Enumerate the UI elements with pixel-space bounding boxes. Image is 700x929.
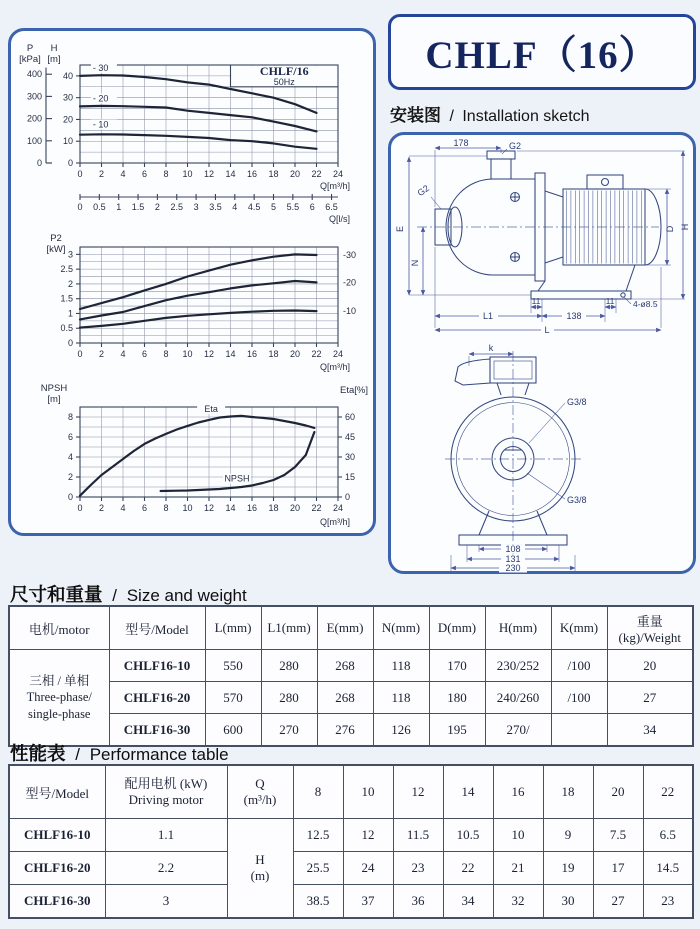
- svg-text:- 30: - 30: [92, 62, 108, 73]
- table-cell: 230/252: [485, 650, 551, 682]
- svg-text:1: 1: [67, 308, 73, 319]
- svg-text:- 10: - 10: [92, 119, 108, 130]
- svg-text:6.5: 6.5: [324, 202, 338, 212]
- table-cell: 118: [373, 650, 429, 682]
- head-value-cell: 19: [543, 852, 593, 885]
- dim-11-left-label: 11: [531, 296, 541, 306]
- head-value-cell: 7.5: [593, 819, 643, 852]
- model-cell: CHLF16-20: [109, 682, 205, 714]
- svg-text:20: 20: [62, 114, 73, 125]
- head-value-cell: 12.5: [293, 819, 343, 852]
- performance-table: [8, 764, 694, 919]
- svg-text:4: 4: [231, 202, 237, 212]
- svg-text:0: 0: [67, 492, 73, 502]
- installation-heading-zh: 安装图: [390, 106, 441, 125]
- installation-sketch-panel: [388, 132, 696, 574]
- head-unit-cell: H (m): [227, 819, 293, 919]
- svg-text:4: 4: [119, 349, 126, 359]
- size-weight-heading-en: Size and weight: [126, 586, 247, 605]
- table-cell: /100: [551, 650, 607, 682]
- svg-text:12: 12: [203, 349, 214, 359]
- hq-performance-chart: [16, 39, 372, 227]
- svg-text:60: 60: [344, 412, 355, 422]
- table-cell: 118: [373, 682, 429, 714]
- table-cell: 126: [373, 714, 429, 747]
- svg-text:0: 0: [67, 158, 73, 168]
- svg-text:Q[m³/h]: Q[m³/h]: [319, 517, 350, 527]
- svg-text:1: 1: [115, 202, 121, 212]
- heading-separator: /: [112, 586, 117, 605]
- dim-h-label: H: [680, 223, 690, 231]
- svg-text:Q[l/s]: Q[l/s]: [328, 214, 350, 224]
- svg-text:-10: -10: [342, 306, 356, 317]
- svg-text:NPSH: NPSH: [40, 383, 67, 394]
- head-value-cell: 21: [493, 852, 543, 885]
- perf-table-header-q: Q (m³/h): [227, 765, 293, 819]
- svg-text:22: 22: [310, 169, 322, 179]
- svg-text:20: 20: [289, 169, 300, 179]
- size-table-header: E(mm): [317, 606, 373, 650]
- g2-top-label: G2: [509, 141, 522, 151]
- table-cell: 550: [205, 650, 261, 682]
- motor-kw-cell: 1.1: [105, 819, 227, 852]
- svg-text:14: 14: [224, 349, 236, 359]
- perf-table-header-flow: 14: [443, 765, 493, 819]
- svg-text:[kW]: [kW]: [46, 244, 65, 255]
- svg-text:Eta: Eta: [203, 404, 218, 414]
- head-value-cell: 37: [343, 885, 393, 919]
- svg-text:0: 0: [76, 202, 83, 212]
- size-table-header: L(mm): [205, 606, 261, 650]
- table-cell: 570: [205, 682, 261, 714]
- installation-sketch-drawing: [395, 137, 691, 573]
- svg-text:2: 2: [98, 169, 104, 179]
- model-cell: CHLF16-10: [9, 819, 105, 852]
- head-value-cell: 14.5: [643, 852, 693, 885]
- model-title-box: [388, 14, 696, 90]
- svg-text:24: 24: [332, 169, 343, 179]
- svg-text:6: 6: [309, 202, 315, 212]
- svg-text:15: 15: [344, 472, 355, 482]
- table-cell: 180: [429, 682, 485, 714]
- svg-text:2: 2: [67, 278, 73, 289]
- table-cell: 280: [261, 650, 317, 682]
- table-cell: 268: [317, 682, 373, 714]
- size-table-header: 型号/Model: [109, 606, 205, 650]
- svg-text:50Hz: 50Hz: [273, 77, 295, 88]
- dim-l1-label: L1: [482, 311, 494, 321]
- svg-text:H: H: [50, 43, 57, 54]
- dim-131-label: 131: [505, 554, 521, 564]
- perf-table-header-flow: 12: [393, 765, 443, 819]
- table-cell: /100: [551, 682, 607, 714]
- performance-heading: [10, 740, 229, 766]
- svg-text:P: P: [26, 43, 33, 54]
- svg-text:10: 10: [181, 169, 193, 179]
- svg-text:16: 16: [246, 169, 257, 179]
- table-row: [9, 885, 693, 919]
- svg-text:20: 20: [289, 349, 300, 359]
- table-cell: 27: [607, 682, 693, 714]
- size-table-header: D(mm): [429, 606, 485, 650]
- head-value-cell: 30: [543, 885, 593, 919]
- svg-text:P2: P2: [49, 233, 62, 244]
- dim-11-right-label: 11: [605, 296, 615, 306]
- svg-text:0: 0: [76, 169, 83, 179]
- table-cell: 34: [607, 714, 693, 747]
- svg-text:24: 24: [332, 503, 343, 513]
- motor-kw-cell: 3: [105, 885, 227, 919]
- svg-text:100: 100: [26, 135, 42, 146]
- perf-table-header-flow: 8: [293, 765, 343, 819]
- svg-text:[m]: [m]: [46, 54, 61, 65]
- dim-holes-label: 4-ø8.5: [633, 299, 658, 309]
- svg-text:16: 16: [246, 503, 257, 513]
- svg-text:20: 20: [289, 503, 300, 513]
- head-value-cell: 12: [343, 819, 393, 852]
- svg-text:200: 200: [26, 113, 42, 124]
- svg-text:2: 2: [67, 472, 73, 482]
- svg-text:14: 14: [224, 503, 236, 513]
- svg-text:0: 0: [36, 158, 42, 168]
- svg-text:8: 8: [162, 169, 169, 179]
- table-cell: 268: [317, 650, 373, 682]
- table-cell: 270: [261, 714, 317, 747]
- table-cell: 600: [205, 714, 261, 747]
- svg-text:0: 0: [344, 492, 350, 502]
- svg-text:18: 18: [267, 169, 279, 179]
- g2-left-label: G2: [415, 183, 432, 199]
- performance-heading-zh: 性能表: [10, 743, 66, 764]
- svg-text:8: 8: [162, 503, 169, 513]
- svg-text:0.5: 0.5: [59, 323, 73, 334]
- svg-text:16: 16: [246, 349, 257, 359]
- perf-table-header-flow: 16: [493, 765, 543, 819]
- svg-text:2: 2: [154, 202, 160, 212]
- svg-text:2: 2: [98, 503, 104, 513]
- svg-text:0: 0: [67, 338, 73, 348]
- svg-text:30: 30: [62, 92, 73, 103]
- perf-table-header-flow: 18: [543, 765, 593, 819]
- head-value-cell: 34: [443, 885, 493, 919]
- svg-text:24: 24: [332, 349, 343, 359]
- svg-text:18: 18: [267, 349, 279, 359]
- svg-text:6: 6: [67, 432, 73, 442]
- svg-text:0.5: 0.5: [92, 202, 106, 212]
- table-row: [9, 852, 693, 885]
- svg-text:1.5: 1.5: [59, 293, 73, 304]
- perf-table-header-flow: 22: [643, 765, 693, 819]
- table-row: [9, 819, 693, 852]
- dim-k-label: k: [488, 343, 494, 353]
- svg-text:18: 18: [267, 503, 279, 513]
- svg-text:4: 4: [67, 452, 73, 462]
- svg-text:6: 6: [141, 169, 147, 179]
- svg-text:CHLF/16: CHLF/16: [259, 64, 309, 79]
- npsh-eta-chart: [16, 381, 372, 533]
- svg-text:6: 6: [141, 349, 147, 359]
- dim-e-label: E: [395, 225, 405, 233]
- head-value-cell: 10: [493, 819, 543, 852]
- svg-text:0: 0: [76, 503, 83, 513]
- page-title: CHLF（16）: [425, 34, 659, 77]
- svg-text:4.5: 4.5: [247, 202, 260, 212]
- head-value-cell: 36: [393, 885, 443, 919]
- head-value-cell: 23: [643, 885, 693, 919]
- svg-text:NPSH: NPSH: [223, 473, 249, 484]
- table-cell: 270/: [485, 714, 551, 747]
- svg-text:3: 3: [193, 202, 199, 212]
- head-value-cell: 22: [443, 852, 493, 885]
- svg-text:40: 40: [62, 70, 73, 81]
- svg-text:[kPa]: [kPa]: [18, 54, 41, 65]
- svg-text:- 20: - 20: [92, 93, 108, 104]
- head-value-cell: 32: [493, 885, 543, 919]
- svg-text:3: 3: [67, 249, 73, 260]
- size-table-header: 重量(kg)/Weight: [607, 606, 693, 650]
- svg-text:Q[m³/h]: Q[m³/h]: [319, 362, 350, 372]
- svg-text:4: 4: [119, 169, 126, 179]
- head-value-cell: 10.5: [443, 819, 493, 852]
- size-table-header: N(mm): [373, 606, 429, 650]
- svg-text:300: 300: [26, 91, 42, 102]
- svg-text:14: 14: [224, 169, 236, 179]
- size-weight-heading-zh: 尺寸和重量: [10, 584, 103, 605]
- svg-text:2.5: 2.5: [169, 202, 183, 212]
- size-weight-table: [8, 605, 694, 747]
- table-cell: [551, 714, 607, 747]
- size-table-header: L1(mm): [261, 606, 317, 650]
- svg-text:22: 22: [310, 503, 322, 513]
- svg-text:10: 10: [181, 503, 193, 513]
- dim-n-label: N: [410, 259, 420, 267]
- svg-text:4: 4: [119, 503, 126, 513]
- svg-text:30: 30: [344, 452, 355, 462]
- svg-text:45: 45: [344, 432, 355, 442]
- table-cell: 280: [261, 682, 317, 714]
- size-table-header: K(mm): [551, 606, 607, 650]
- table-cell: 195: [429, 714, 485, 747]
- size-table-header: 电机/motor: [9, 606, 109, 650]
- svg-text:[m]: [m]: [46, 394, 61, 405]
- head-value-cell: 25.5: [293, 852, 343, 885]
- dim-l-label: L: [544, 325, 550, 335]
- head-value-cell: 24: [343, 852, 393, 885]
- performance-heading-en: Performance table: [89, 745, 229, 764]
- motor-kw-cell: 2.2: [105, 852, 227, 885]
- dim-108-label: 108: [505, 544, 521, 554]
- pump-front-view: [445, 343, 587, 573]
- dim-230-label: 230: [505, 563, 521, 573]
- table-cell: 240/260: [485, 682, 551, 714]
- head-value-cell: 38.5: [293, 885, 343, 919]
- svg-text:5: 5: [270, 202, 276, 212]
- model-cell: CHLF16-20: [9, 852, 105, 885]
- svg-text:2.5: 2.5: [59, 264, 73, 275]
- svg-text:Eta[%]: Eta[%]: [339, 385, 368, 396]
- head-value-cell: 27: [593, 885, 643, 919]
- size-table-header: H(mm): [485, 606, 551, 650]
- head-value-cell: 9: [543, 819, 593, 852]
- table-cell: 276: [317, 714, 373, 747]
- dim-138-label: 138: [566, 311, 582, 321]
- table-row: [9, 650, 693, 682]
- svg-text:400: 400: [26, 69, 42, 80]
- svg-text:0: 0: [76, 349, 83, 359]
- head-value-cell: 17: [593, 852, 643, 885]
- svg-text:5.5: 5.5: [286, 202, 299, 212]
- head-value-cell: 11.5: [393, 819, 443, 852]
- svg-text:22: 22: [310, 349, 322, 359]
- svg-text:Q[m³/h]: Q[m³/h]: [319, 181, 350, 191]
- svg-text:6: 6: [141, 503, 147, 513]
- heading-separator: /: [449, 108, 454, 125]
- perf-table-header-motor: 配用电机 (kW) Driving motor: [105, 765, 227, 819]
- p2-power-chart: [16, 231, 372, 377]
- dim-d-label: D: [665, 225, 675, 233]
- svg-text:1.5: 1.5: [131, 202, 144, 212]
- svg-text:-20: -20: [342, 277, 356, 288]
- perf-table-header-model: 型号/Model: [9, 765, 105, 819]
- heading-separator: /: [75, 745, 80, 764]
- installation-heading: [390, 101, 590, 126]
- svg-text:8: 8: [162, 349, 169, 359]
- svg-text:2: 2: [98, 349, 104, 359]
- perf-table-header-flow: 20: [593, 765, 643, 819]
- svg-text:-30: -30: [342, 249, 356, 260]
- installation-heading-en: Installation sketch: [462, 108, 590, 125]
- svg-text:3.5: 3.5: [208, 202, 222, 212]
- curves-panel: [8, 28, 376, 536]
- model-cell: CHLF16-10: [109, 650, 205, 682]
- pump-side-view: [395, 138, 690, 335]
- perf-table-header-flow: 10: [343, 765, 393, 819]
- model-cell: CHLF16-30: [9, 885, 105, 919]
- svg-text:8: 8: [67, 412, 73, 422]
- svg-text:10: 10: [62, 136, 73, 147]
- g38-bottom-label: G3/8: [567, 495, 587, 505]
- motor-type-cell: 三相 / 单相 Three-phase/ single-phase: [9, 650, 109, 747]
- dim-178-label: 178: [453, 138, 469, 148]
- table-cell: 170: [429, 650, 485, 682]
- size-weight-heading: [10, 581, 247, 607]
- head-value-cell: 23: [393, 852, 443, 885]
- svg-text:12: 12: [203, 503, 214, 513]
- svg-text:12: 12: [203, 169, 214, 179]
- head-value-cell: 6.5: [643, 819, 693, 852]
- table-row: [9, 682, 693, 714]
- table-cell: 20: [607, 650, 693, 682]
- g38-top-label: G3/8: [567, 397, 587, 407]
- model-cell: CHLF16-30: [109, 714, 205, 747]
- svg-text:10: 10: [181, 349, 193, 359]
